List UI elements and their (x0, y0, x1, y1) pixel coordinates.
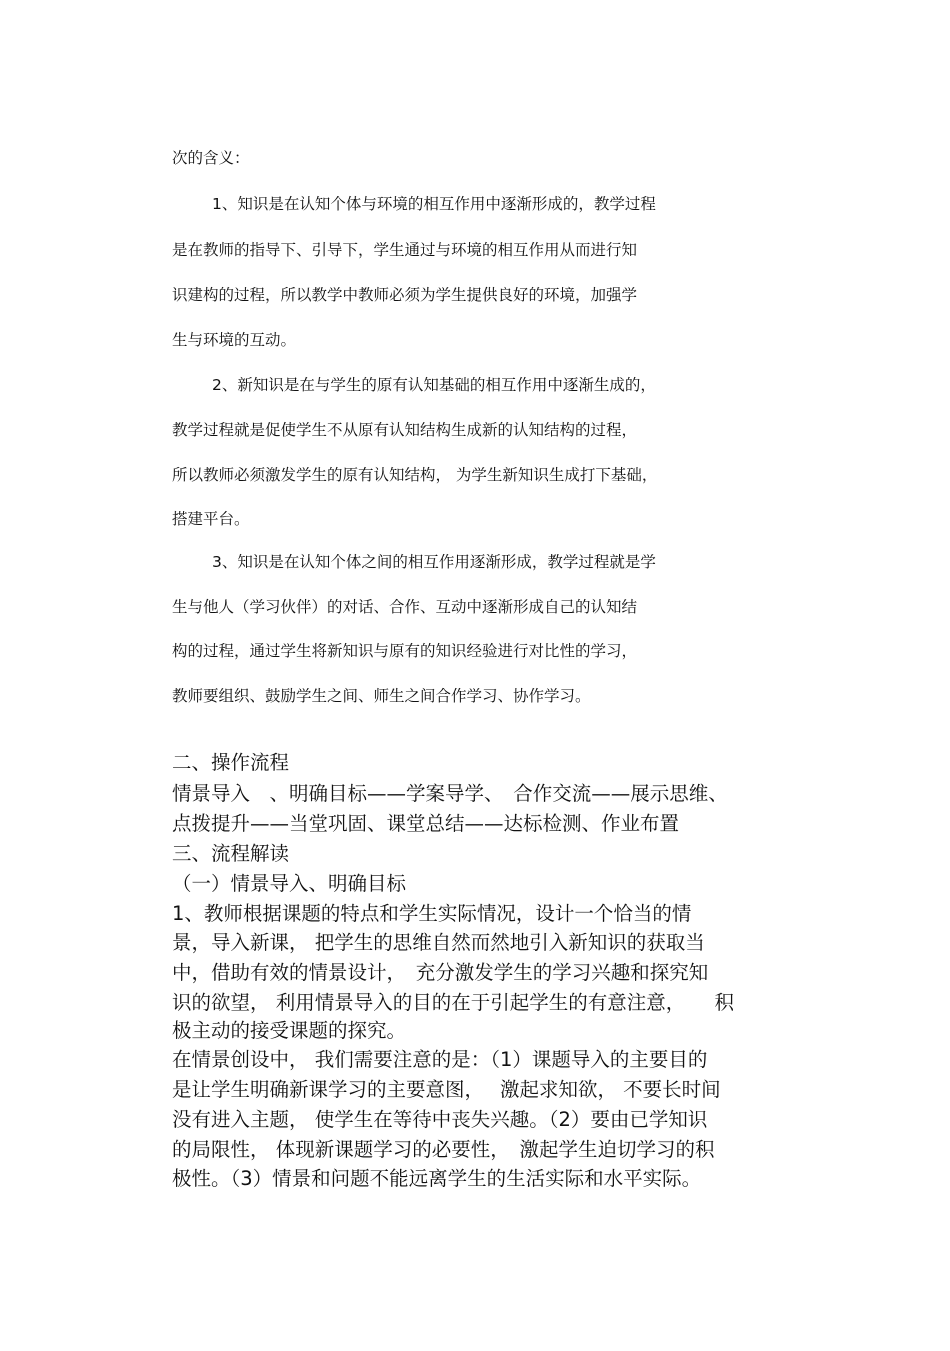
text-line: 1、教师根据课题的特点和学生实际情况，设计一个恰当的情 (172, 902, 692, 925)
text-line: 是在教师的指导下、引导下，学生通过与环境的相互作用从而进行知 (172, 241, 638, 259)
paragraph-1-line: 1、知识是在认知个体与环境的相互作用中逐渐形成的，教学过程 (212, 195, 656, 213)
text-line: 教学过程就是促使学生不从原有认知结构生成新的认知结构的过程， (172, 421, 638, 439)
text-line: 点拨提升——当堂巩固、课堂总结——达标检测、作业布置 (172, 812, 680, 835)
text-line: 是让学生明确新课学习的主要意图， 激起求知欲， 不要长时间 (172, 1078, 721, 1101)
text-line: 生与环境的互动。 (172, 331, 297, 349)
text-line: 教师要组织、鼓励学生之间、师生之间合作学习、协作学习。 (172, 687, 591, 705)
paragraph-3-line: 3、知识是在认知个体之间的相互作用逐渐形成，教学过程就是学 (212, 553, 656, 571)
text-line: 极主动的接受课题的探究。 (172, 1019, 407, 1042)
text-line: 景，导入新课， 把学生的思维自然而然地引入新知识的获取当 (172, 931, 705, 954)
text-line: 构的过程，通过学生将新知识与原有的知识经验进行对比性的学习， (172, 642, 638, 660)
text-line: 极性。（3）情景和问题不能远离学生的生活实际和水平实际。 (172, 1167, 702, 1190)
subsection-heading: （一）情景导入、明确目标 (172, 872, 407, 895)
text-line: 情景导入 、明确目标——学案导学、 合作交流——展示思维、 (172, 782, 728, 805)
text-line: 的局限性， 体现新课题学习的必要性， 激起学生迫切学习的积 (172, 1138, 715, 1161)
section-heading-operation-flow: 二、操作流程 (172, 751, 290, 774)
text-line: 所以教师必须激发学生的原有认知结构， 为学生新知识生成打下基础， (172, 466, 658, 484)
text-line: 生与他人（学习伙伴）的对话、合作、互动中逐渐形成自己的认知结 (172, 598, 638, 616)
text-line: 没有进入主题， 使学生在等待中丧失兴趣。（2）要由已学知识 (172, 1108, 708, 1131)
section-heading-flow-interpretation: 三、流程解读 (172, 842, 290, 865)
text-line: 在情景创设中， 我们需要注意的是：（1）课题导入的主要目的 (172, 1048, 708, 1071)
text-line: 识的欲望， 利用情景导入的目的在于引起学生的有意注意， 积 (172, 991, 734, 1014)
text-line: 次的含义： (172, 149, 250, 167)
text-line: 识建构的过程，所以教学中教师必须为学生提供良好的环境，加强学 (172, 286, 638, 304)
text-line: 搭建平台。 (172, 510, 250, 528)
paragraph-2-line: 2、新知识是在与学生的原有认知基础的相互作用中逐渐生成的， (212, 376, 656, 394)
text-line: 中，借助有效的情景设计， 充分激发学生的学习兴趣和探究知 (172, 961, 709, 984)
